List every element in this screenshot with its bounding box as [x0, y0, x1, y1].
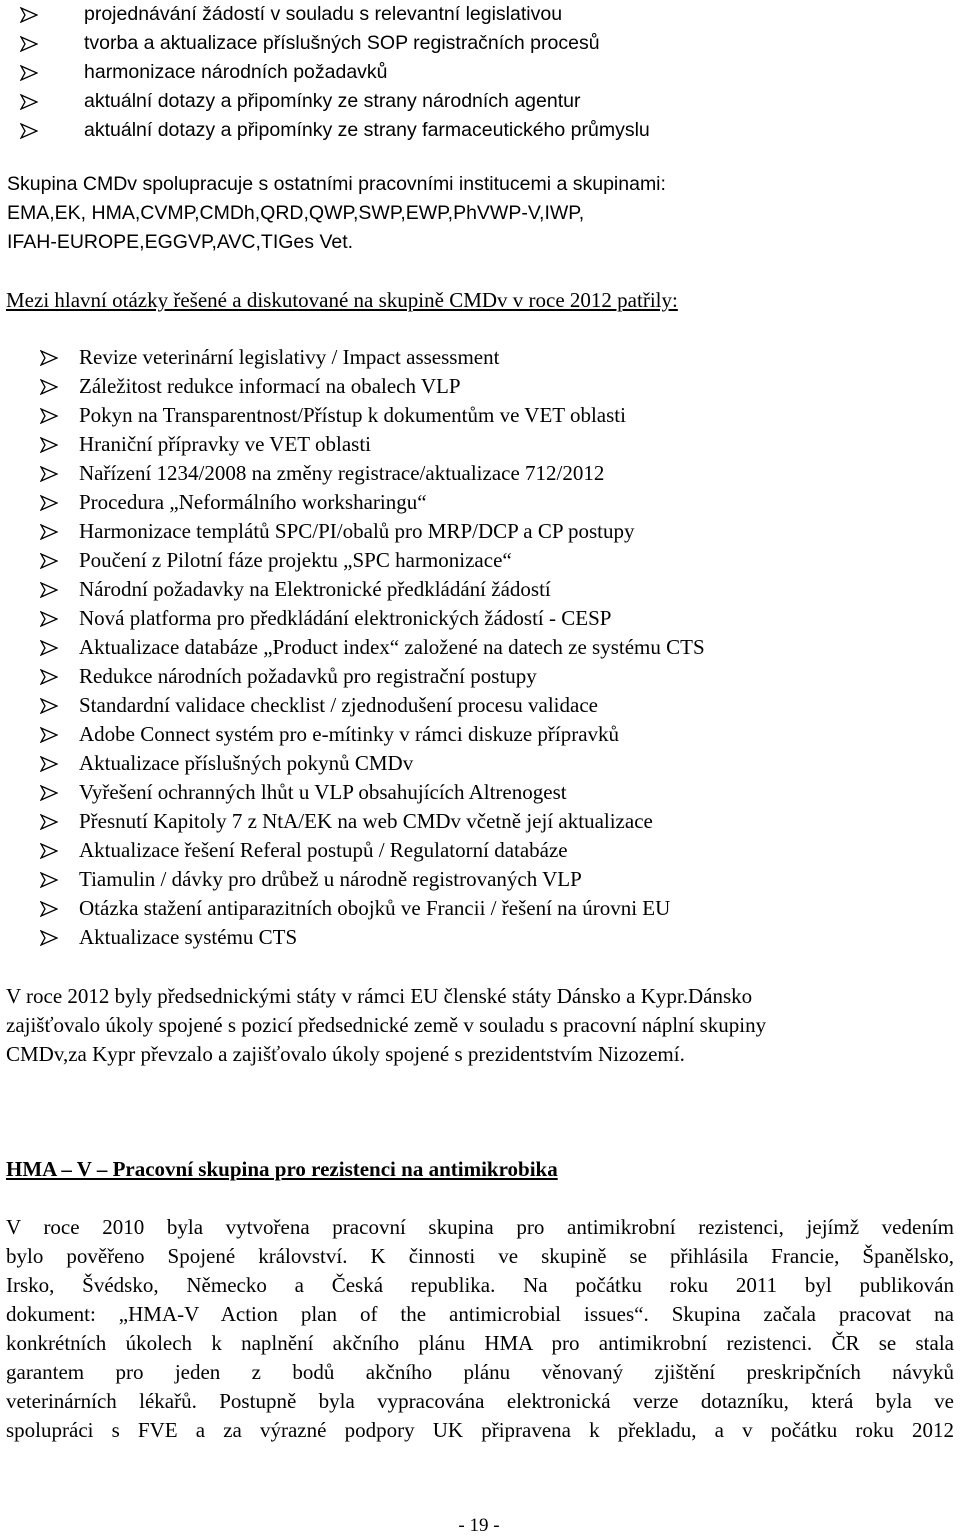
topics-intro: Mezi hlavní otázky řešené a diskutované na skupině CMDv v roce 2012 patřily: [6, 288, 678, 312]
list-item-text: Standardní validace checklist / zjednodušení procesu validace [79, 693, 598, 717]
list-item [0, 778, 940, 807]
list-item-text: Tiamulin / dávky pro drůbež u národně registrovaných VLP [79, 867, 582, 891]
list-item [0, 923, 940, 952]
arrowhead-bullet-icon [40, 611, 58, 627]
list-item [0, 517, 940, 546]
list-item-text: Procedura „Neformálního worksharingu“ [79, 490, 427, 514]
arrowhead-bullet-icon [40, 698, 58, 714]
list-item [14, 116, 934, 145]
arrowhead-bullet-icon [40, 727, 58, 743]
list-item-text: aktuální dotazy a připomínky ze strany farmaceutického průmyslu [84, 119, 650, 141]
arrowhead-bullet-icon [40, 350, 58, 366]
list-item [0, 488, 940, 517]
arrowhead-bullet-icon [40, 669, 58, 685]
list-item [14, 58, 934, 87]
paragraph-line: CMDv,za Kypr převzalo a zajišťovalo úkoly spojené s prezidentstvím Nizozemí. [6, 1042, 685, 1066]
list-item-text: Aktualizace řešení Referal postupů / Regulatorní databáze [79, 838, 568, 862]
list-item-text: Adobe Connect systém pro e-mítinky v rámci diskuze přípravků [79, 722, 620, 746]
paragraph-line: V roce 2012 byly předsednickými státy v rámci EU členské státy Dánsko a Kypr.Dánsko [6, 984, 753, 1008]
list-item-text: Aktualizace příslušných pokynů CMDv [79, 751, 414, 775]
paragraph-line: Irsko, Švédsko, Německo a Česká republika. Na počátku roku 2011 byl publikován [6, 1273, 954, 1297]
list-item [0, 372, 940, 401]
hma-working-group-paragraph [6, 1213, 954, 1445]
list-item-text: tvorba a aktualizace příslušných SOP registračních procesů [84, 32, 600, 54]
list-item [0, 662, 940, 691]
list-item [0, 633, 940, 662]
arrowhead-bullet-icon [40, 437, 58, 453]
arrowhead-bullet-icon [20, 36, 38, 52]
arrowhead-bullet-icon [40, 930, 58, 946]
arrowhead-bullet-icon [20, 7, 38, 23]
section-heading: HMA – V – Pracovní skupina pro rezistenci na antimikrobika [6, 1157, 558, 1181]
arrowhead-bullet-icon [40, 379, 58, 395]
paragraph-line: garantem pro jeden z bodů akčního plánu věnovaný zjištění preskripčních návyků [6, 1360, 954, 1384]
list-item-text: Záležitost redukce informací na obalech VLP [79, 374, 461, 398]
arrowhead-bullet-icon [40, 785, 58, 801]
list-item [0, 807, 940, 836]
list-item [0, 894, 940, 923]
list-item [0, 604, 940, 633]
topics-list [0, 343, 940, 952]
page-number-text: - 19 - [458, 1515, 500, 1536]
arrowhead-bullet-icon [20, 123, 38, 139]
list-item-text: harmonizace národních požadavků [84, 61, 388, 83]
list-item-text: Nová platforma pro předkládání elektronických žádostí - CESP [79, 606, 612, 630]
arrowhead-bullet-icon [40, 553, 58, 569]
list-item-text: Harmonizace templátů SPC/PI/obalů pro MRP/DCP a CP postupy [79, 519, 635, 543]
list-item [0, 575, 940, 604]
list-item [0, 836, 940, 865]
list-item-text: Poučení z Pilotní fáze projektu „SPC harmonizace“ [79, 548, 512, 572]
list-item-text: Vyřešení ochranných lhůt u VLP obsahujících Altrenogest [79, 780, 567, 804]
paragraph-line: zajišťovalo úkoly spojené s pozicí předsednické země v souladu s pracovní náplní skupiny [6, 1013, 767, 1037]
arrowhead-bullet-icon [40, 843, 58, 859]
list-item-text: projednávání žádostí v souladu s relevantní legislativou [84, 3, 563, 25]
paragraph-line: Skupina CMDv spolupracuje s ostatními pracovními institucemi a skupinami: [7, 173, 666, 195]
presidency-paragraph [6, 982, 954, 1069]
paragraph-line: V roce 2010 byla vytvořena pracovní skupina pro antimikrobní rezistenci, jejímž vedením [6, 1215, 954, 1239]
list-item-text: Nařízení 1234/2008 na změny registrace/aktualizace 712/2012 [79, 461, 605, 485]
list-item [14, 0, 934, 29]
list-item-text: Otázka stažení antiparazitních obojků ve Francii / řešení na úrovni EU [79, 896, 671, 920]
list-item [0, 720, 940, 749]
list-item [0, 865, 940, 894]
list-item-text: Redukce národních požadavků pro registrační postupy [79, 664, 537, 688]
list-item [14, 29, 934, 58]
list-item-text: Aktualizace systému CTS [79, 925, 298, 949]
list-item-text: Pokyn na Transparentnost/Přístup k dokumentům ve VET oblasti [79, 403, 626, 427]
arrowhead-bullet-icon [40, 408, 58, 424]
paragraph-line: konkrétních úkolech k naplnění akčního plánu HMA pro antimikrobní rezistenci. ČR se stala [6, 1331, 954, 1355]
list-item [0, 459, 940, 488]
arrowhead-bullet-icon [40, 495, 58, 511]
list-item-text: Národní požadavky na Elektronické předkládání žádostí [79, 577, 551, 601]
page-number [0, 1515, 960, 1537]
arrowhead-bullet-icon [40, 582, 58, 598]
list-item [14, 87, 934, 116]
paragraph-line: veterinárních lékařů. Postupně byla vypracována elektronická verze dotazníku, která byla ve [6, 1389, 954, 1413]
paragraph-line: spolupráci s FVE a za výrazné podpory UK připravena k překladu, a v počátku roku 2012 [6, 1418, 954, 1442]
list-item-text: Revize veterinární legislativy / Impact assessment [79, 345, 500, 369]
responsibilities-list [14, 0, 934, 145]
paragraph-line: dokument: „HMA-V Action plan of the antimicrobial issues“. Skupina začala pracovat na [6, 1302, 954, 1326]
list-item-text: Hraniční přípravky ve VET oblasti [79, 432, 371, 456]
list-item [0, 546, 940, 575]
paragraph-line: EMA,EK, HMA,CVMP,CMDh,QRD,QWP,SWP,EWP,PhVWP-V,IWP, [7, 202, 585, 224]
list-item-text: Aktualizace databáze „Product index“ založené na datech ze systému CTS [79, 635, 705, 659]
list-item [0, 430, 940, 459]
arrowhead-bullet-icon [40, 901, 58, 917]
arrowhead-bullet-icon [40, 756, 58, 772]
list-item-text: Přesnutí Kapitoly 7 z NtA/EK na web CMDv včetně její aktualizace [79, 809, 653, 833]
arrowhead-bullet-icon [40, 872, 58, 888]
arrowhead-bullet-icon [40, 524, 58, 540]
arrowhead-bullet-icon [40, 640, 58, 656]
arrowhead-bullet-icon [40, 466, 58, 482]
list-item [0, 749, 940, 778]
list-item [0, 343, 940, 372]
arrowhead-bullet-icon [20, 65, 38, 81]
arrowhead-bullet-icon [20, 94, 38, 110]
paragraph-line: bylo pověřeno Spojené království. K činnosti ve skupině se přihlásila Francie, Španělsko, [6, 1244, 954, 1268]
paragraph-line: IFAH-EUROPE,EGGVP,AVC,TIGes Vet. [7, 231, 354, 253]
list-item [0, 691, 940, 720]
list-item [0, 401, 940, 430]
list-item-text: aktuální dotazy a připomínky ze strany národních agentur [84, 90, 581, 112]
cmdv-cooperation-paragraph [7, 170, 952, 257]
arrowhead-bullet-icon [40, 814, 58, 830]
